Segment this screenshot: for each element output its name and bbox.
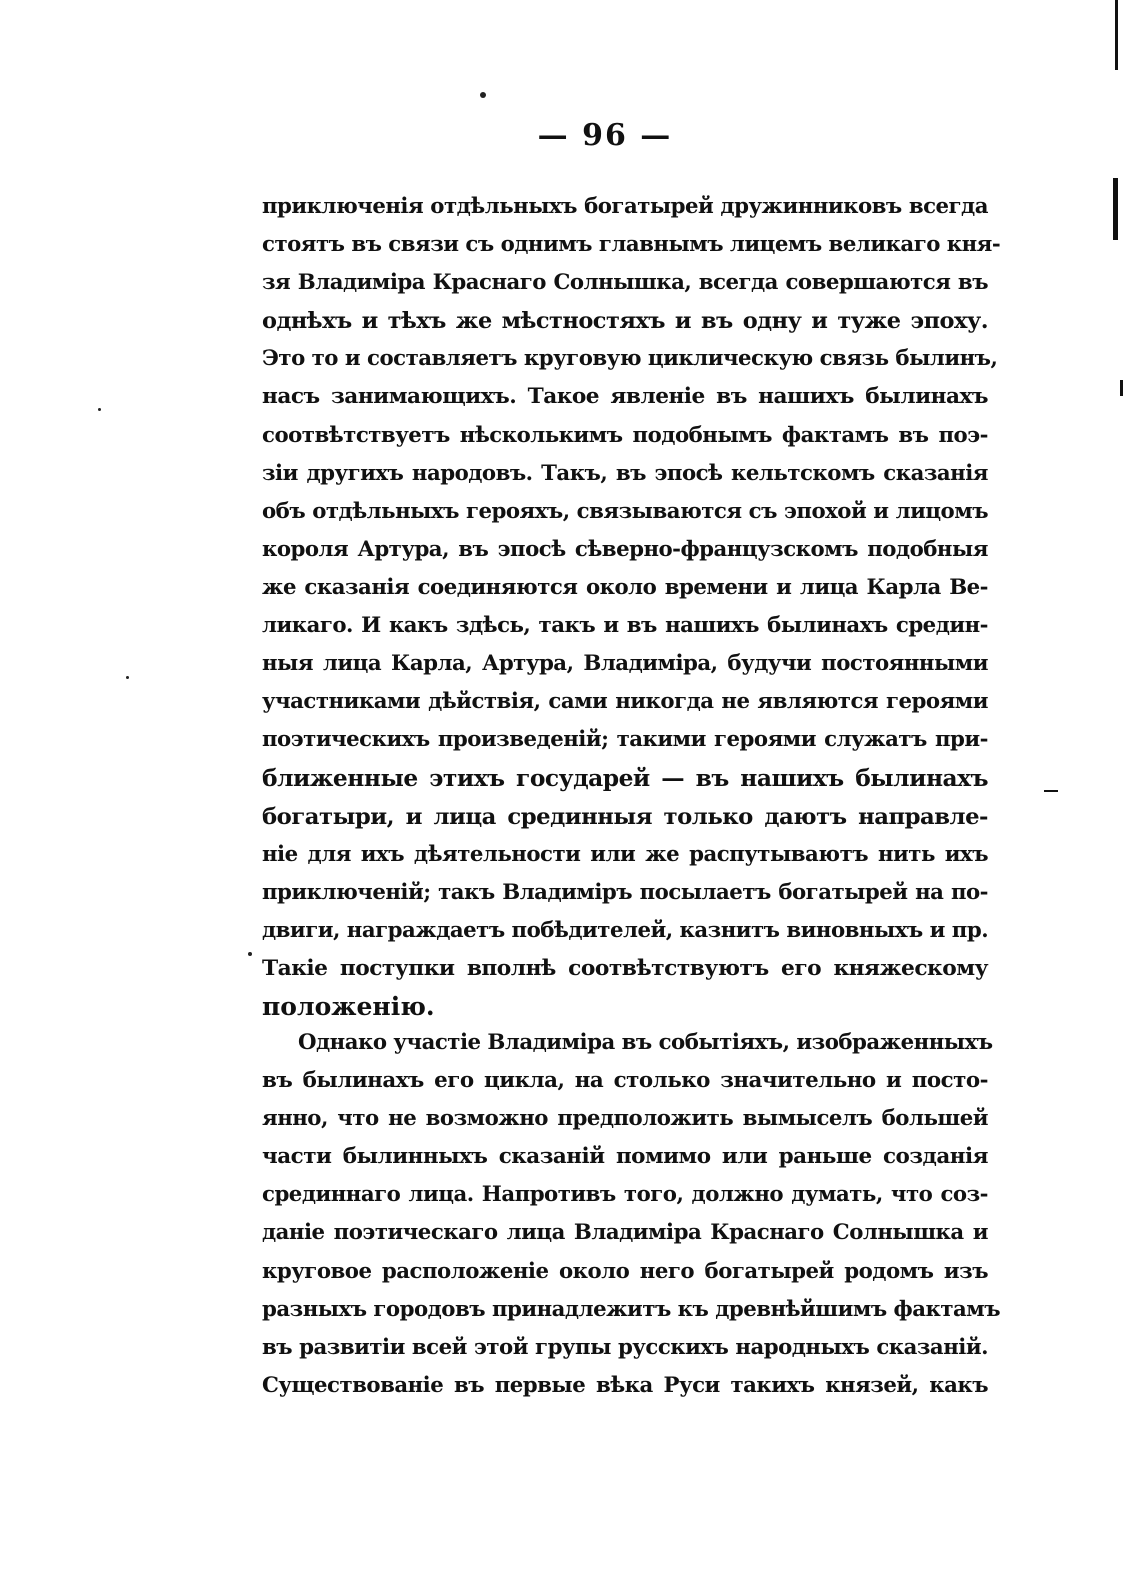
text-line: ніе для ихъ дѣятельности или же распутываютъ нить ихъ bbox=[262, 841, 988, 867]
text-line: насъ занимающихъ. Такое явленіе въ нашихъ былинахъ bbox=[262, 384, 988, 410]
text-line: ближенные этихъ государей — въ нашихъ былинахъ bbox=[262, 764, 988, 793]
text-line: короля Артура, въ эпосѣ сѣверно-французскомъ подобныя bbox=[262, 536, 988, 562]
text-line: въ развитіи всей этой групы русскихъ народныхъ сказаній. bbox=[262, 1334, 988, 1360]
text-line: приключеній; такъ Владиміръ посылаетъ богатырей на по- bbox=[262, 879, 988, 905]
text-line: богатыри, и лица срединныя только даютъ направле- bbox=[262, 803, 988, 830]
text-line: Такіе поступки вполнѣ соотвѣтствуютъ его княжескому bbox=[262, 955, 988, 981]
text-line: янно, что не возможно предположить вымыселъ большей bbox=[262, 1106, 988, 1132]
text-line: участниками дѣйствія, сами никогда не являются героями bbox=[262, 689, 988, 715]
margin-scan-mark-small bbox=[1120, 380, 1123, 396]
text-line: поэтическихъ произведеній; такими героями служатъ при- bbox=[262, 727, 988, 753]
text-line: соотвѣтствуетъ нѣсколькимъ подобнымъ фактамъ въ поэ- bbox=[262, 422, 988, 448]
text-line: же сказанія соединяются около времени и лица Карла Ве- bbox=[262, 574, 988, 600]
text-line: ныя лица Карла, Артура, Владиміра, будучи постоянными bbox=[262, 651, 988, 677]
text-line: части былинныхъ сказаній помимо или раньше созданія bbox=[262, 1144, 988, 1170]
paragraph-1 bbox=[262, 188, 1001, 1026]
text-line: Существованіе въ первые вѣка Руси такихъ князей, какъ bbox=[262, 1372, 988, 1398]
margin-scan-mark-top bbox=[1115, 0, 1118, 70]
text-line: объ отдѣльныхъ герояхъ, связываются съ эпохой и лицомъ bbox=[262, 498, 988, 524]
scan-speck bbox=[126, 676, 129, 679]
text-line: Однако участіе Владиміра въ событіяхъ, изображенныхъ bbox=[298, 1030, 993, 1055]
text-line: разныхъ городовъ принадлежитъ къ древнѣйшимъ фактамъ bbox=[262, 1296, 1001, 1322]
text-line: зіи другихъ народовъ. Такъ, въ эпосѣ кельтскомъ сказанія bbox=[262, 460, 988, 486]
text-line: стоятъ въ связи съ однимъ главнымъ лицемъ великаго кня- bbox=[262, 232, 1001, 258]
text-line: Это то и составляетъ круговую циклическую связь былинъ, bbox=[262, 346, 998, 372]
page-number: — 96 — bbox=[537, 118, 673, 153]
text-line: круговое расположеніе около него богатырей родомъ изъ bbox=[262, 1258, 988, 1284]
text-line: зя Владиміра Краснаго Солнышка, всегда совершаются въ bbox=[262, 270, 988, 296]
scan-speck bbox=[480, 92, 486, 98]
text-line: однѣхъ и тѣхъ же мѣстностяхъ и въ одну и туже эпоху. bbox=[262, 308, 988, 335]
margin-scan-mark-middle bbox=[1113, 178, 1118, 240]
text-line: въ былинахъ его цикла, на столько значительно и посто- bbox=[262, 1068, 988, 1094]
text-line: приключенія отдѣльныхъ богатырей дружинниковъ всегда bbox=[262, 194, 988, 219]
margin-scan-dash bbox=[1044, 790, 1058, 792]
text-line: двиги, награждаетъ побѣдителей, казнитъ виновныхъ и пр. bbox=[262, 917, 989, 943]
text-line: положенію. bbox=[262, 991, 435, 1021]
scan-speck bbox=[248, 952, 252, 956]
paragraph-2 bbox=[262, 1024, 1001, 1405]
text-line: даніе поэтическаго лица Владиміра Краснаго Солнышка и bbox=[262, 1220, 988, 1246]
text-line: срединнаго лица. Напротивъ того, должно думать, что соз- bbox=[262, 1182, 988, 1208]
scan-speck bbox=[98, 408, 101, 411]
text-line: ликаго. И какъ здѣсь, такъ и въ нашихъ былинахъ средин- bbox=[262, 613, 988, 639]
